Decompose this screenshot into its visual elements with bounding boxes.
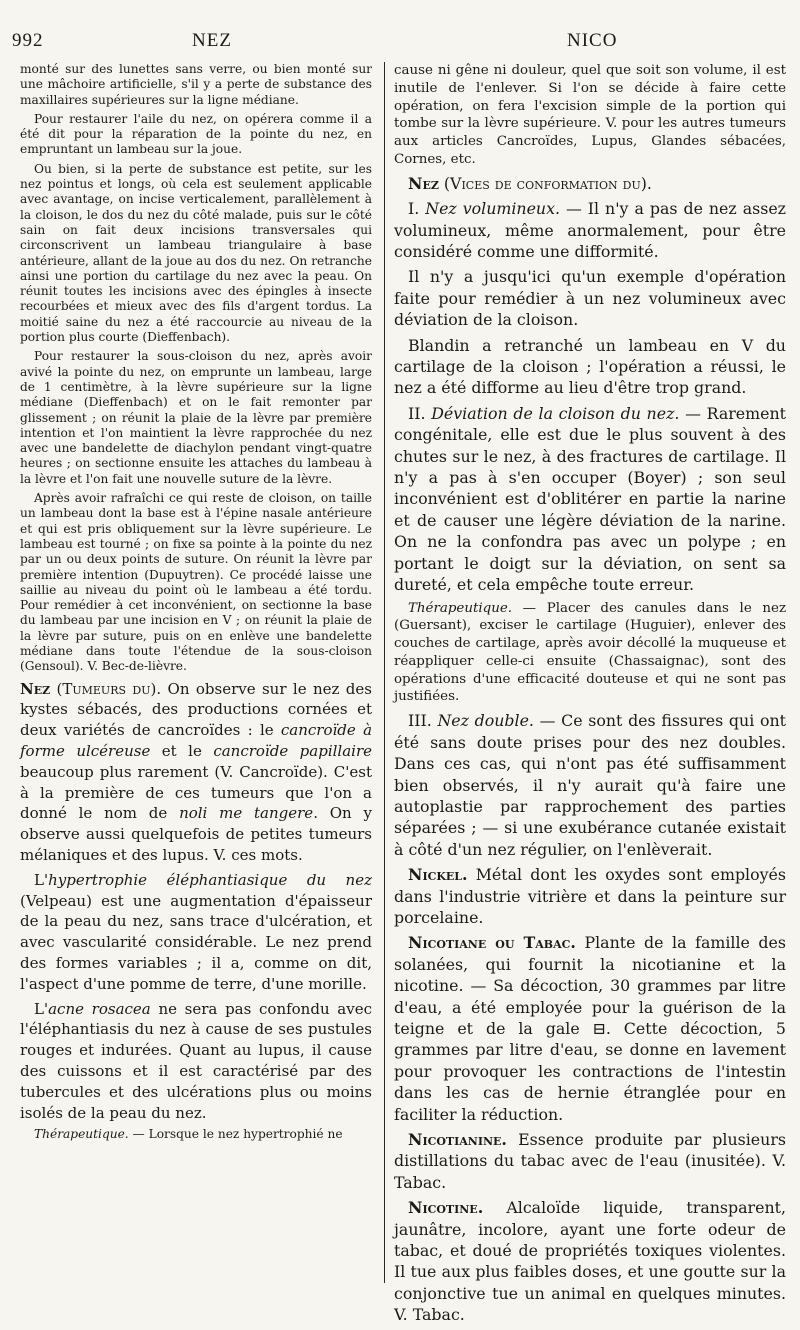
small-text-block	[394, 62, 786, 169]
paragraph: Pour restaurer la sous-cloison du nez, après avoir avivé la pointe du nez, on emprunte un lambeau, large de 1 centimètre, à la lèvre supérieure sur la ligne médiane (Dieffenbach) et on le fait remonter par glissement ; on réunit la plaie de la lèvre par première intention et l'on maintient la lèvre rapprochée du nez avec une bandelette de diachylon pendant vingt-quatre heures ; on sectionne ensuite les attaches du lambeau à la lèvre et l'on fait une nouvelle suture de la lèvre.	[20, 349, 372, 486]
entry-subhead: (Tumeurs du).	[56, 679, 162, 698]
right-column	[394, 62, 786, 1330]
entry-headword: Nicotiane ou Tabac.	[408, 933, 576, 953]
entry-tumeurs	[20, 679, 372, 1124]
paragraph: monté sur des lunettes sans verre, ou bien monté sur une mâchoire artificielle, s'il y a perte de substance des maxillaires supérieures sur la ligne médiane.	[20, 62, 372, 107]
paragraph: Pour restaurer l'aile du nez, on opérera comme il a été dit pour la réparation de la pointe du nez, en empruntant un lambeau sur la joue.	[20, 111, 372, 157]
page-number: 992	[12, 30, 44, 51]
entry-vices	[394, 173, 786, 596]
right-guide-word: NICO	[567, 30, 618, 51]
entry-nickel: Nickel. Métal dont les oxydes sont employés dans l'industrie vitrière et dans la peinture sur porcelaine.	[394, 865, 786, 927]
running-head	[12, 30, 786, 58]
paragraph: III. Nez double. — Ce sont des fissures qui ont été sans doute prises pour des nez doubles. Dans ces cas, qui n'ont pas été suffisamment bien observés, il n'y aurait qu'à faire une autoplastie par rapprochement des parties séparées ; — si une exubérance cutanée existait à côté d'un nez régulier, on l'enlèverait.	[394, 711, 786, 859]
left-column	[20, 62, 372, 1147]
paragraph: L'hypertrophie éléphantiasique du nez (Velpeau) est une augmentation d'épaisseur de la peau du nez, sans trace d'ulcération, et avec vascularité considérable. Le nez prend des formes variables ; il a, comme on dit, l'aspect d'une pomme de terre, d'une morille.	[20, 870, 372, 993]
small-text-block	[394, 600, 786, 707]
entry-headword: Nicotianine.	[408, 1130, 507, 1149]
entry-headword: Nez	[20, 679, 51, 698]
entry-nicotianine: Nicotianine. Essence produite par plusieurs distillations du tabac avec de l'eau (inusitée). V. Tabac.	[394, 1130, 786, 1192]
paragraph: Nez (Tumeurs du). On observe sur le nez des kystes sébacés, des productions cornées et deux variétés de cancroïdes : le cancroïde à forme ulcéreuse et le cancroïde papillaire beaucoup plus rarement (V. Cancroïde). C'est à la première de ces tumeurs que l'on a donné le nom de noli me tangere. On y observe aussi quelquefois de petites tumeurs mélaniques et des lupus. V. ces mots.	[20, 679, 373, 864]
entry-headword: Nez	[408, 173, 439, 193]
paragraph: II. Déviation de la cloison du nez. — Rarement congénitale, elle est due le plus souvent à des chutes sur le nez, à des fractures de cartilage. Il n'y a pas à s'en occuper (Boyer) ; son seul inconvénient est d'oblitérer en partie la narine et de causer une légère déviation de la narine. On ne la confondra pas avec un polype ; en portant le doigt sur la déviation, on sent sa dureté, et cela empêche toute erreur.	[394, 403, 786, 595]
column-divider	[384, 62, 385, 1283]
entry-subhead: (Vices de conformation du).	[443, 173, 652, 193]
paragraph: Il n'y a jusqu'ici qu'un exemple d'opération faite pour remédier à un nez volumineux avec déviation de la cloison.	[394, 267, 786, 330]
entry-nicotiane: Nicotiane ou Tabac. Plante de la famille des solanées, qui fournit la nicotianine et la nicotine. — Sa décoction, 30 grammes par litre d'eau, a été employée pour la guérison de la teigne et de la gale ⊟. Cette décoction, 5 grammes par litre d'eau, se donne en lavement pour provoquer les contractions de l'intestin dans les cas de hernie étranglée pour en faciliter la réduction.	[394, 933, 786, 1124]
entry-headword: Nickel.	[408, 865, 468, 885]
paragraph: cause ni gêne ni douleur, quel que soit son volume, il est inutile de l'enlever. Si l'on se décide à faire cette opération, on fera l'excision simple de la portion qui tombe sur la lèvre supérieure. V. pour les autres tumeurs aux articles Cancroïdes, Lupus, Glandes sébacées, Cornes, etc.	[394, 63, 786, 167]
paragraph: Après avoir rafraîchi ce qui reste de cloison, on taille un lambeau dont la base est à l'épine nasale antérieure et qui est pris obliquement sur la lèvre supérieure. Le lambeau est tourné ; on fixe sa pointe à la pointe du nez par un ou deux points de suture. On réunit la lèvre par première intention (Dupuytren). Ce procédé laisse une saillie au niveau du point où le lambeau a été tordu. Pour remédier à cet inconvénient, on sectionne la base du lambeau par une incision en V ; on réunit la plaie de la lèvre par suture, puis on en enlève une bandelette médiane dans toute l'étendue de la sous-cloison (Gensoul). V. Bec-de-lièvre.	[20, 491, 372, 674]
paragraph: L'acne rosacea ne sera pas confondu avec l'éléphantiasis du nez à cause de ses pustules rouges et indurées. Quant au lupus, il cause des cuissons et il est caractérisé par des tubercules et des ulcérations plus ou moins isolés de la peau du nez.	[20, 999, 372, 1122]
paragraph: Ou bien, si la perte de substance est petite, sur les nez pointus et longs, où cela est seulement applicable avec avantage, on incise verticalement, parallèlement à la cloison, le dos du nez du côté malade, puis sur le côté sain on fait deux incisions transversales qui circonscrivent un lambeau triangulaire à base antérieure, allant de la joue au dos du nez. On retranche ainsi une portion du cartilage du nez avec la peau. On réunit toutes les incisions avec des épingles à insecte recourbées et mieux avec des fils d'argent tordus. La moitié saine du nez a été raccourcie au niveau de la portion plus courte (Dieffenbach).	[20, 161, 372, 345]
paragraph: I. Nez volumineux. — Il n'y a pas de nez assez volumineux, même anormalement, pour être considéré comme une difformité.	[394, 199, 786, 261]
entries-block	[394, 710, 786, 1325]
small-text-block	[20, 62, 372, 675]
paragraph: Blandin a retranché un lambeau en V du cartilage de la cloison ; l'opération a réussi, le nez a été difforme au lieu d'être trop grand.	[394, 335, 786, 398]
paragraph: Thérapeutique. — Placer des canules dans le nez (Guersant), exciser le cartilage (Huguier), enlever des couches de cartilage, après avoir décollé la muqueuse et réappliquer celle-ci ensuite (Chassaignac), sont des opérations d'une efficacité douteuse et qui ne sont pas justifiées.	[394, 600, 786, 705]
paragraph	[394, 173, 786, 194]
entry-headword: Nicotine.	[408, 1198, 484, 1218]
entry-nicotine: Nicotine. Alcaloïde liquide, transparent, jaunâtre, incolore, ayant une forte odeur de tabac, et doué de propriétés toxiques violentes. Il tue aux plus faibles doses, et une goutte sur la conjonctive tue un animal en quelques minutes. V. Tabac.	[394, 1198, 786, 1325]
left-guide-word: NEZ	[192, 30, 232, 51]
paragraph-continued: Thérapeutique. — Lorsque le nez hypertrophié ne	[34, 1127, 343, 1142]
